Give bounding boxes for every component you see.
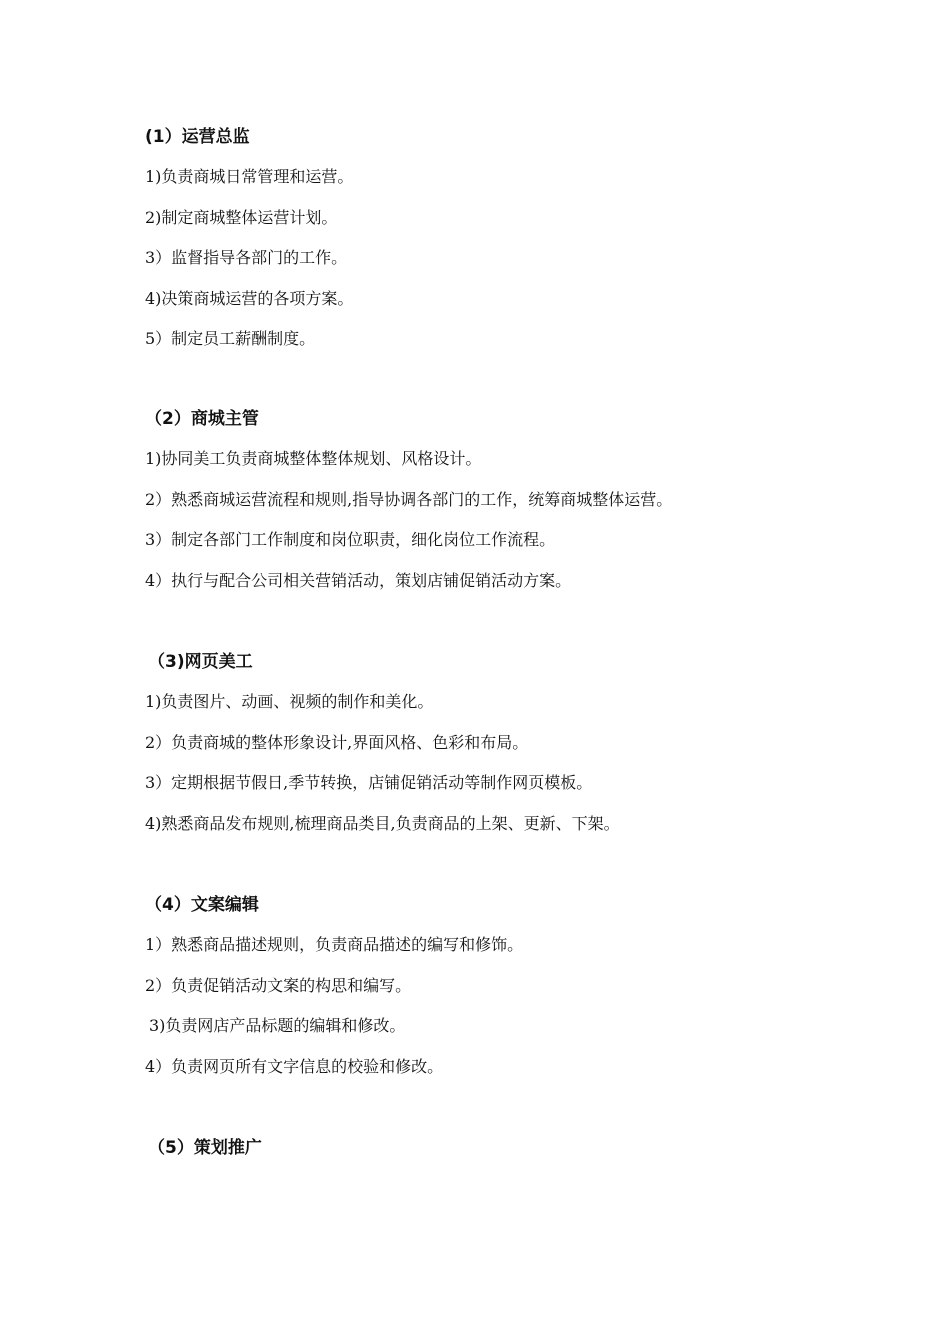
duty-item: 2）负责商城的整体形象设计,界面风格、色彩和布局。 [145,732,529,752]
duty-item: 3）监督指导各部门的工作。 [145,248,348,267]
duty-item: 2)制定商城整体运营计划。 [145,207,338,227]
duty-item: 4）执行与配合公司相关营销活动，策划店铺促销活动方案。 [145,570,572,590]
duty-item: 2）熟悉商城运营流程和规则,指导协调各部门的工作，统筹商城整体运营。 [145,489,673,509]
section-copy-editor [145,893,865,1095]
duty-list [145,165,865,351]
section-operations-director [145,125,865,368]
duty-item: 4)决策商城运营的各项方案。 [145,288,354,308]
duty-list [145,690,868,836]
duty-item: 1)负责图片、动画、视频的制作和美化。 [145,692,434,711]
section-planning-promotion [145,1136,868,1176]
section-heading: （4）文案编辑 [145,895,259,915]
duty-item: 2）负责促销活动文案的构思和编写。 [145,975,412,995]
duty-item: 1)协同美工负责商城整体整体规划、风格设计。 [145,449,482,468]
section-heading: （3)网页美工 [148,652,253,672]
duty-item: 3）制定各部门工作制度和岗位职责，细化岗位工作流程。 [145,530,556,549]
duty-item: 4）负责网页所有文字信息的校验和修改。 [145,1056,444,1076]
section-mall-supervisor [145,407,865,609]
duty-item: 5）制定员工薪酬制度。 [145,329,316,348]
section-heading: （2）商城主管 [145,409,259,429]
duty-item: 3）定期根据节假日,季节转换，店铺促销活动等制作网页模板。 [145,773,593,792]
duty-item: 1)负责商城日常管理和运营。 [145,167,354,186]
section-web-designer [145,650,868,852]
duty-item: 4)熟悉商品发布规则,梳理商品类目,负责商品的上架、更新、下架。 [145,813,620,833]
duty-item: 3)负责网店产品标题的编辑和修改。 [149,1016,406,1035]
duty-list [145,447,865,593]
section-heading: (1）运营总监 [145,127,250,147]
section-heading: （5）策划推广 [148,1138,262,1158]
duty-list [145,933,865,1079]
duty-item: 1）熟悉商品描述规则，负责商品描述的编写和修饰。 [145,935,524,954]
